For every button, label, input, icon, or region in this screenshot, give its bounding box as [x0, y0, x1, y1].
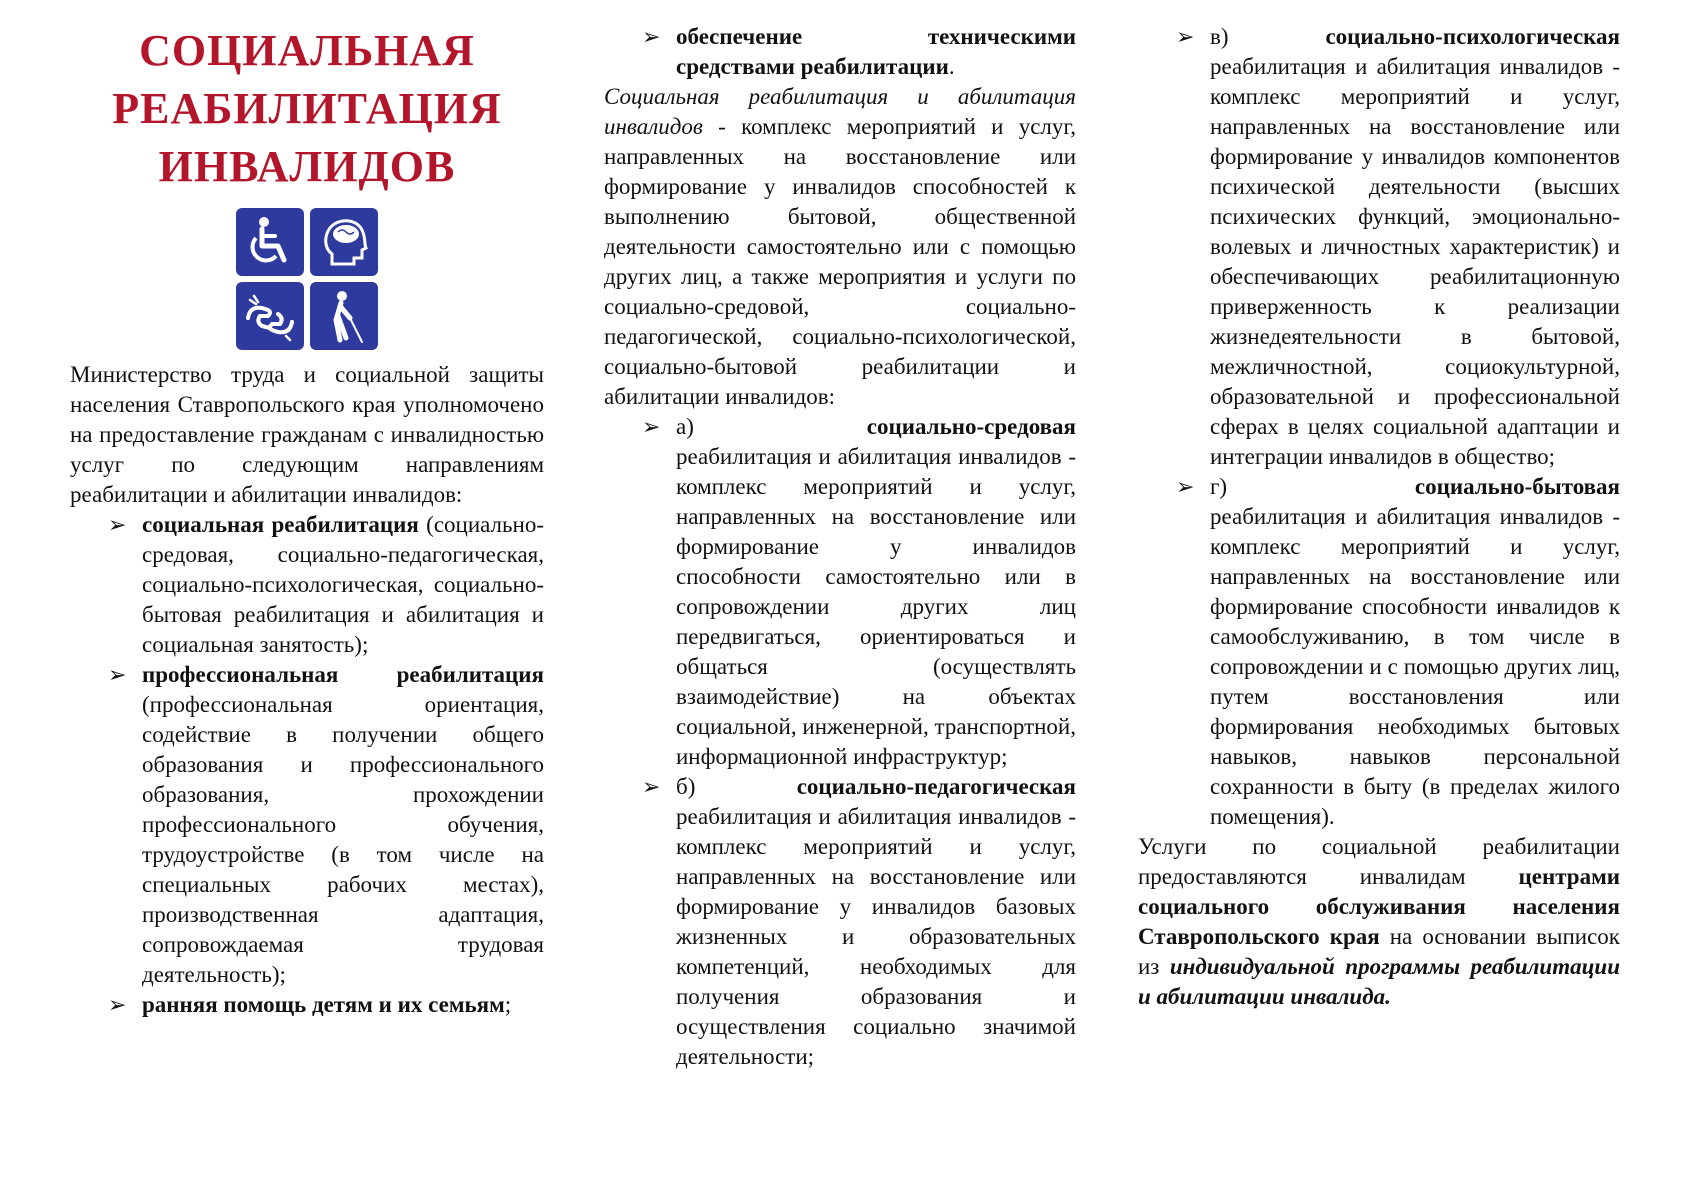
column-1	[70, 22, 544, 1020]
item-letter: в)	[1210, 24, 1229, 49]
item-text: ;	[504, 992, 512, 1017]
directions-list	[70, 510, 544, 1020]
final-centers: центрами социального обслуживания населения Ставропольского края	[1138, 864, 1620, 949]
column-3	[1138, 22, 1620, 1012]
arrow-bullet-icon: ➢	[642, 414, 661, 439]
item-heading: ранняя помощь детям и их семьям	[142, 992, 505, 1017]
page-title	[70, 22, 544, 196]
list-item	[70, 990, 544, 1020]
list-item	[604, 412, 1076, 772]
item-heading: социально-средовая	[866, 414, 1076, 439]
arrow-bullet-icon: ➢	[642, 24, 661, 49]
final-text-2: на основании выписок из	[1138, 924, 1620, 979]
title-line-3: ИНВАЛИДОВ	[158, 142, 456, 191]
item-text: реабилитация и абилитация инвалидов - комплекс мероприятий и услуг, направленных на восстановление или формирование у инвалидов компонентов психической деятельности (высших психических функций, эмоционально-волевых и личностных характеристик) и обеспечивающих реабилитационную приверженность к реализации жизнедеятельности в бытовой, межличностной, социокультурной, образовательной и профессиональной сферах в целях социальной адаптации и интеграции инвалидов в общество;	[1210, 54, 1620, 469]
technical-means-list	[604, 22, 1076, 82]
blind-person-cane-icon	[310, 282, 378, 350]
item-letter: а)	[676, 414, 694, 439]
sign-language-icon	[236, 282, 304, 350]
intro-paragraph: Министерство труда и социальной защиты населения Ставропольского края уполномочено на предоставление гражданам с инвалидностью услуг по следующим направлениям реабилитации и абилитации инвалидов:	[70, 362, 544, 507]
item-letter: г)	[1210, 474, 1228, 499]
arrow-bullet-icon: ➢	[1176, 474, 1195, 499]
item-text: реабилитация и абилитация инвалидов - комплекс мероприятий и услуг, направленных на восстановление или формирование у инвалидов способности самостоятельно или в сопровождении других лиц передвигаться, ориентироваться и общаться (осуществлять взаимодействие) на объектах социальной, инженерной, транспортной, информационной инфраструктур;	[676, 444, 1076, 769]
item-heading: обеспечение техническими средствами реабилитации	[676, 24, 1076, 79]
list-item	[604, 772, 1076, 1072]
definition-paragraph	[604, 82, 1076, 412]
final-program: индивидуальной программы реабилитации и абилитации инвалида.	[1138, 954, 1620, 1009]
arrow-bullet-icon: ➢	[642, 774, 661, 799]
item-text: (профессиональная ориентация, содействие в получении общего образования и профессионального образования, прохождении профессионального обучения, трудоустройстве (в том числе на специальных рабочих местах), производственная адаптация, сопровождаемая трудовая деятельность);	[142, 692, 544, 987]
item-text: реабилитация и абилитация инвалидов - комплекс мероприятий и услуг, направленных на восстановление или формирование у инвалидов базовых жизненных и образовательных компетенций, необходимых для получения образования и осуществления социально значимой деятельности;	[676, 804, 1076, 1069]
final-text-1: Услуги по социальной реабилитации предоставляются инвалидам	[1138, 834, 1620, 889]
subtypes-list	[604, 412, 1076, 1072]
column-2	[604, 22, 1076, 1072]
item-text: (социально-средовая, социально-педагогическая, социально-психологическая, социально-бытовая реабилитация и абилитация и социальная занятость);	[142, 512, 544, 657]
item-letter: б)	[676, 774, 696, 799]
subtypes-list-continued	[1138, 22, 1620, 832]
disability-icons	[236, 208, 378, 350]
item-heading: социально-педагогическая	[796, 774, 1076, 799]
item-heading: профессиональная реабилитация	[142, 662, 544, 687]
title-line-2: РЕАБИЛИТАЦИЯ	[112, 84, 502, 133]
item-text: реабилитация и абилитация инвалидов - комплекс мероприятий и услуг, направленных на восстановление или формирование способности инвалидов к самообслуживанию, в том числе в сопровождении и с помощью других лиц, путем восстановления или формирования необходимых бытовых навыков, навыков персональной сохранности в быту (в пределах жилого помещения).	[1210, 504, 1620, 829]
arrow-bullet-icon: ➢	[1176, 24, 1195, 49]
arrow-bullet-icon: ➢	[108, 512, 127, 537]
list-item	[70, 660, 544, 990]
definition-term: Социальная реабилитация и абилитация инвалидов	[604, 84, 1076, 139]
list-item	[70, 510, 544, 660]
arrow-bullet-icon: ➢	[108, 992, 127, 1017]
wheelchair-icon	[236, 208, 304, 276]
head-brain-icon	[310, 208, 378, 276]
title-line-1: СОЦИАЛЬНАЯ	[139, 26, 475, 75]
item-heading: социальная реабилитация	[142, 512, 419, 537]
definition-text: - комплекс мероприятий и услуг, направленных на восстановление или формирование у инвалидов способностей к выполнению бытовой, общественной деятельности самостоятельно или с помощью других лиц, а также мероприятия и услуги по социально-средовой, социально-педагогической, социально-психологической, социально-бытовой реабилитации и абилитации инвалидов:	[604, 114, 1076, 409]
list-item	[1138, 472, 1620, 832]
list-item	[604, 22, 1076, 82]
item-text: .	[948, 54, 955, 79]
arrow-bullet-icon: ➢	[108, 662, 127, 687]
final-paragraph	[1138, 832, 1620, 1012]
list-item	[1138, 22, 1620, 472]
item-heading: социально-бытовая	[1414, 474, 1620, 499]
item-heading: социально-психологическая	[1325, 24, 1620, 49]
